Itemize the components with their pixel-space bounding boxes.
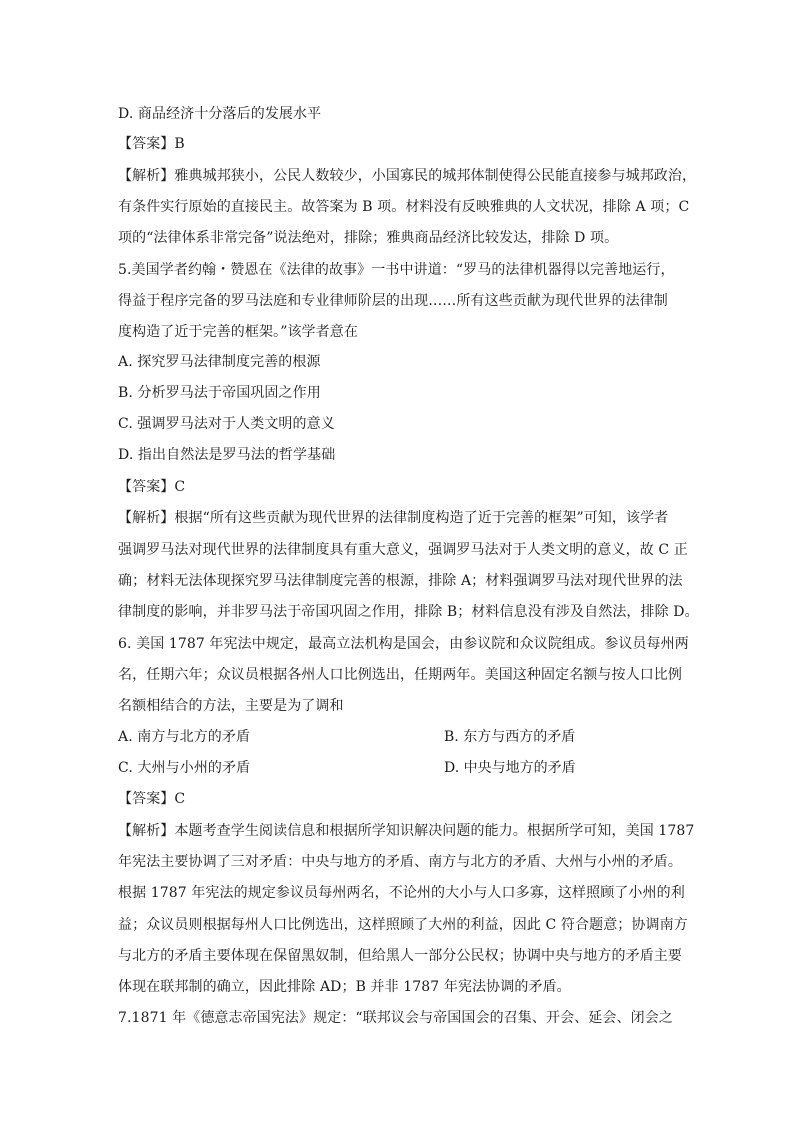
option-c-q5: C. 强调罗马法对于人类文明的意义	[118, 416, 335, 432]
question-5-line3: 度构造了近于完善的框架。”该学者意在	[118, 324, 358, 340]
option-a-q5: A. 探究罗马法律制度完善的根源	[118, 354, 321, 370]
question-6-line1: 6. 美国 1787 年宪法中规定，最高立法机构是国会，由参议院和众议院组成。参议员每州两	[118, 636, 689, 652]
question-7-line1: 7.1871 年《德意志帝国宪法》规定：“联邦议会与帝国国会的召集、开会、延会、闭会之	[118, 1010, 673, 1026]
analysis-q6-line1: 【解析】本题考查学生阅读信息和根据所学知识解决问题的能力。根据所学可知，美国 1787	[118, 823, 695, 839]
question-5-line1: 5.美国学者约翰・赞恩在《法律的故事》一书中讲道：“罗马的法律机器得以完善地运行，	[118, 262, 675, 278]
option-d-q5: D. 指出自然法是罗马法的哲学基础	[118, 447, 336, 463]
option-c-q6: C. 大州与小州的矛盾	[118, 760, 251, 776]
analysis-q6-line5: 与北方的矛盾主要体现在保留黑奴制，但给黑人一部分公民权；协调中央与地方的矛盾主要	[118, 948, 682, 964]
analysis-q4-line1: 【解析】雅典城邦狭小，公民人数较少，小国寡民的城邦体制使得公民能直接参与城邦政治，	[118, 168, 697, 184]
analysis-q6-line6: 体现在联邦制的确立，因此排除 AD；B 并非 1787 年宪法协调的矛盾。	[118, 979, 571, 995]
answer-label-q6: 【答案】C	[118, 791, 186, 807]
answer-label-q4: 【答案】B	[118, 136, 185, 152]
analysis-q5-line1: 【解析】根据“所有这些贡献为现代世界的法律制度构造了近于完善的框架”可知，该学者	[118, 510, 669, 526]
option-d-q4: D. 商品经济十分落后的发展水平	[118, 106, 322, 122]
analysis-q5-line3: 确；材料无法体现探究罗马法律制度完善的根源，排除 A；材料强调罗马法对现代世界的法	[118, 573, 683, 589]
option-d-q6: D. 中央与地方的矛盾	[444, 760, 576, 776]
analysis-q5-line2: 强调罗马法对现代世界的法律制度具有重大意义，强调罗马法对于人类文明的意义，故 C 正	[118, 542, 688, 558]
question-5-line2: 得益于程序完备的罗马法庭和专业律师阶层的出现……所有这些贡献为现代世界的法律制	[118, 293, 668, 309]
option-a-q6: A. 南方与北方的矛盾	[118, 729, 251, 745]
answer-label-q5: 【答案】C	[118, 479, 186, 495]
question-6-line3: 名额相结合的方法，主要是为了调和	[118, 698, 344, 714]
analysis-q4-line3: 项的“法律体系非常完备”说法绝对，排除；雅典商品经济比较发达，排除 D 项。	[118, 230, 619, 246]
analysis-q4-line2: 有条件实行原始的直接民主。故答案为 B 项。材料没有反映雅典的人文状况，排除 A 项；C	[118, 199, 690, 215]
option-b-q5: B. 分析罗马法于帝国巩固之作用	[118, 385, 321, 401]
option-b-q6: B. 东方与西方的矛盾	[444, 729, 576, 745]
analysis-q6-line3: 根据 1787 年宪法的规定参议员每州两名，不论州的大小与人口多寡，这样照顾了小州的利	[118, 885, 685, 901]
question-6-line2: 名，任期六年；众议员根据各州人口比例选出，任期两年。美国这种固定名额与按人口比例	[118, 667, 682, 683]
analysis-q6-line4: 益；众议员则根据每州人口比例选出，这样照顾了大州的利益，因此 C 符合题意；协调南方	[118, 917, 688, 933]
analysis-q5-line4: 律制度的影响，并非罗马法于帝国巩固之作用，排除 B；材料信息没有涉及自然法，排除 D。	[118, 604, 699, 620]
analysis-q6-line2: 年宪法主要协调了三对矛盾：中央与地方的矛盾、南方与北方的矛盾、大州与小州的矛盾。	[118, 854, 682, 870]
